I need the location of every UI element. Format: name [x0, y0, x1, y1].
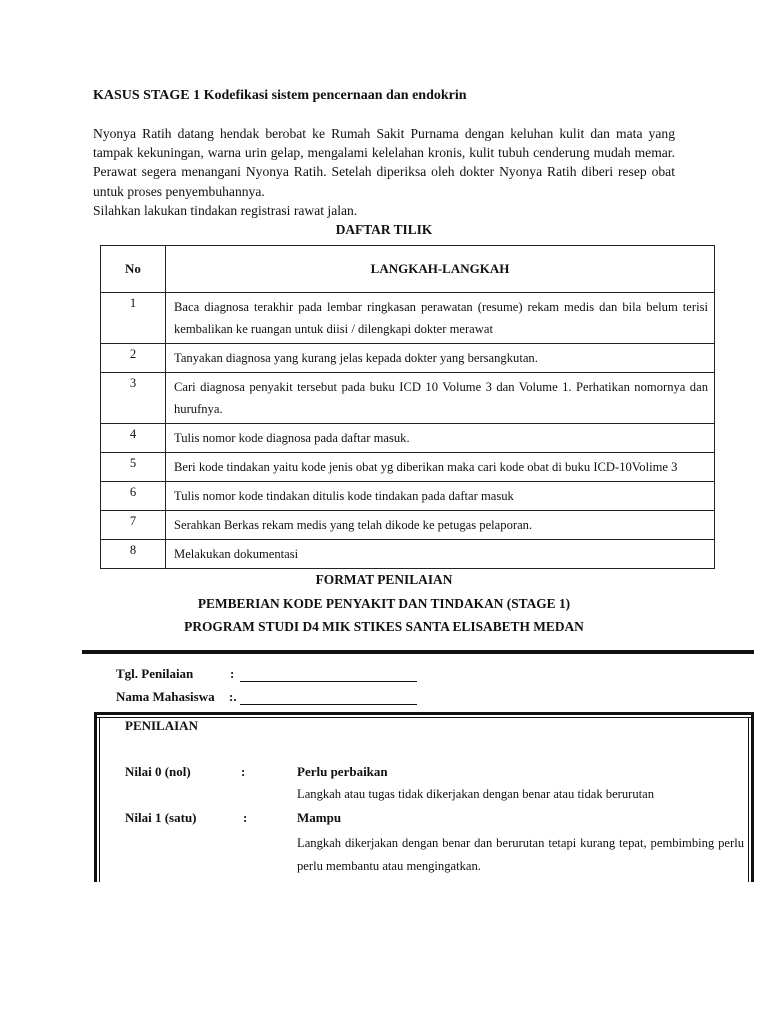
row-number: 3	[101, 373, 166, 424]
table-row	[101, 482, 715, 511]
row-number: 4	[101, 424, 166, 453]
score-1-separator: :	[243, 810, 248, 825]
checklist-title: DAFTAR TILIK	[335, 222, 433, 237]
row-step: Serahkan Berkas rekam medis yang telah dikode ke petugas pelaporan.	[166, 511, 715, 540]
case-title: KASUS STAGE 1 Kodefikasi sistem pencernaan dan endokrin	[93, 88, 467, 103]
row-step: Melakukan dokumentasi	[166, 540, 715, 569]
score-0-label: Nilai 0 (nol)	[125, 764, 191, 779]
header-steps: LANGKAH-LANGKAH	[166, 246, 715, 293]
header-no: No	[101, 246, 166, 293]
row-step: Tulis nomor kode diagnosa pada daftar masuk.	[166, 424, 715, 453]
row-number: 7	[101, 511, 166, 540]
table-row	[101, 453, 715, 482]
format-heading-3: PROGRAM STUDI D4 MIK STIKES SANTA ELISABETH MEDAN	[184, 619, 584, 634]
score-0-description: Langkah atau tugas tidak dikerjakan dengan benar atau tidak berurutan	[297, 787, 655, 801]
checklist-table	[100, 245, 715, 569]
score-0-separator: :	[241, 764, 246, 779]
name-label: Nama Mahasiswa	[116, 689, 215, 704]
row-number: 5	[101, 453, 166, 482]
case-description	[93, 124, 675, 220]
assessment-heading: PENILAIAN	[125, 718, 198, 733]
row-step: Beri kode tindakan yaitu kode jenis obat yg diberikan maka cari kode obat di buku ICD-10Volime 3	[166, 453, 715, 482]
case-paragraph: Nyonya Ratih datang hendak berobat ke Rumah Sakit Purnama dengan keluhan kulit dan mata yang tampak kekuningan, warna urin gelap, mengalami kelelahan kronis, kulit tubuh cenderung mudah memar. Perawat segera menangani Nyonya Ratih. Setelah diperiksa oleh dokter Nyonya Ratih diberi resep obat untuk proses penyembuhannya.	[93, 126, 675, 199]
table-row	[101, 344, 715, 373]
case-instruction: Silahkan lakukan tindakan registrasi rawat jalan.	[93, 202, 358, 218]
table-row	[101, 293, 715, 344]
row-step: Tanyakan diagnosa yang kurang jelas kepada dokter yang bersangkutan.	[166, 344, 715, 373]
name-blank-line	[240, 690, 417, 705]
format-heading-1: FORMAT PENILAIAN	[315, 572, 453, 587]
row-step: Cari diagnosa penyakit tersebut pada buku ICD 10 Volume 3 dan Volume 1. Perhatikan nomornya dan hurufnya.	[166, 373, 715, 424]
score-0-title: Perlu perbaikan	[297, 764, 388, 779]
table-row	[101, 424, 715, 453]
name-field-row	[116, 689, 417, 705]
row-number: 8	[101, 540, 166, 569]
date-label: Tgl. Penilaian	[116, 666, 194, 681]
table-header-row	[101, 246, 715, 293]
row-number: 1	[101, 293, 166, 344]
table-row	[101, 511, 715, 540]
table-row	[101, 373, 715, 424]
row-step: Baca diagnosa terakhir pada lembar ringkasan perawatan (resume) rekam medis dan bila belum terisi kembalikan ke ruangan untuk diisi / dilengkapi dokter merawat	[166, 293, 715, 344]
table-row	[101, 540, 715, 569]
date-blank-line	[240, 667, 417, 682]
date-separator: :	[230, 666, 235, 681]
format-heading-2: PEMBERIAN KODE PENYAKIT DAN TINDAKAN (STAGE 1)	[197, 596, 571, 611]
score-1-title: Mampu	[297, 810, 342, 825]
row-number: 2	[101, 344, 166, 373]
score-1-label: Nilai 1 (satu)	[125, 810, 197, 825]
row-number: 6	[101, 482, 166, 511]
name-separator: :.	[229, 689, 237, 704]
section-divider	[82, 650, 754, 654]
score-1-description: Langkah dikerjakan dengan benar dan berurutan tetapi kurang tepat, pembimbing perlu perlu membantu atau mengingatkan.	[297, 836, 744, 873]
date-field-row	[116, 666, 417, 682]
row-step: Tulis nomor kode tindakan ditulis kode tindakan pada daftar masuk	[166, 482, 715, 511]
